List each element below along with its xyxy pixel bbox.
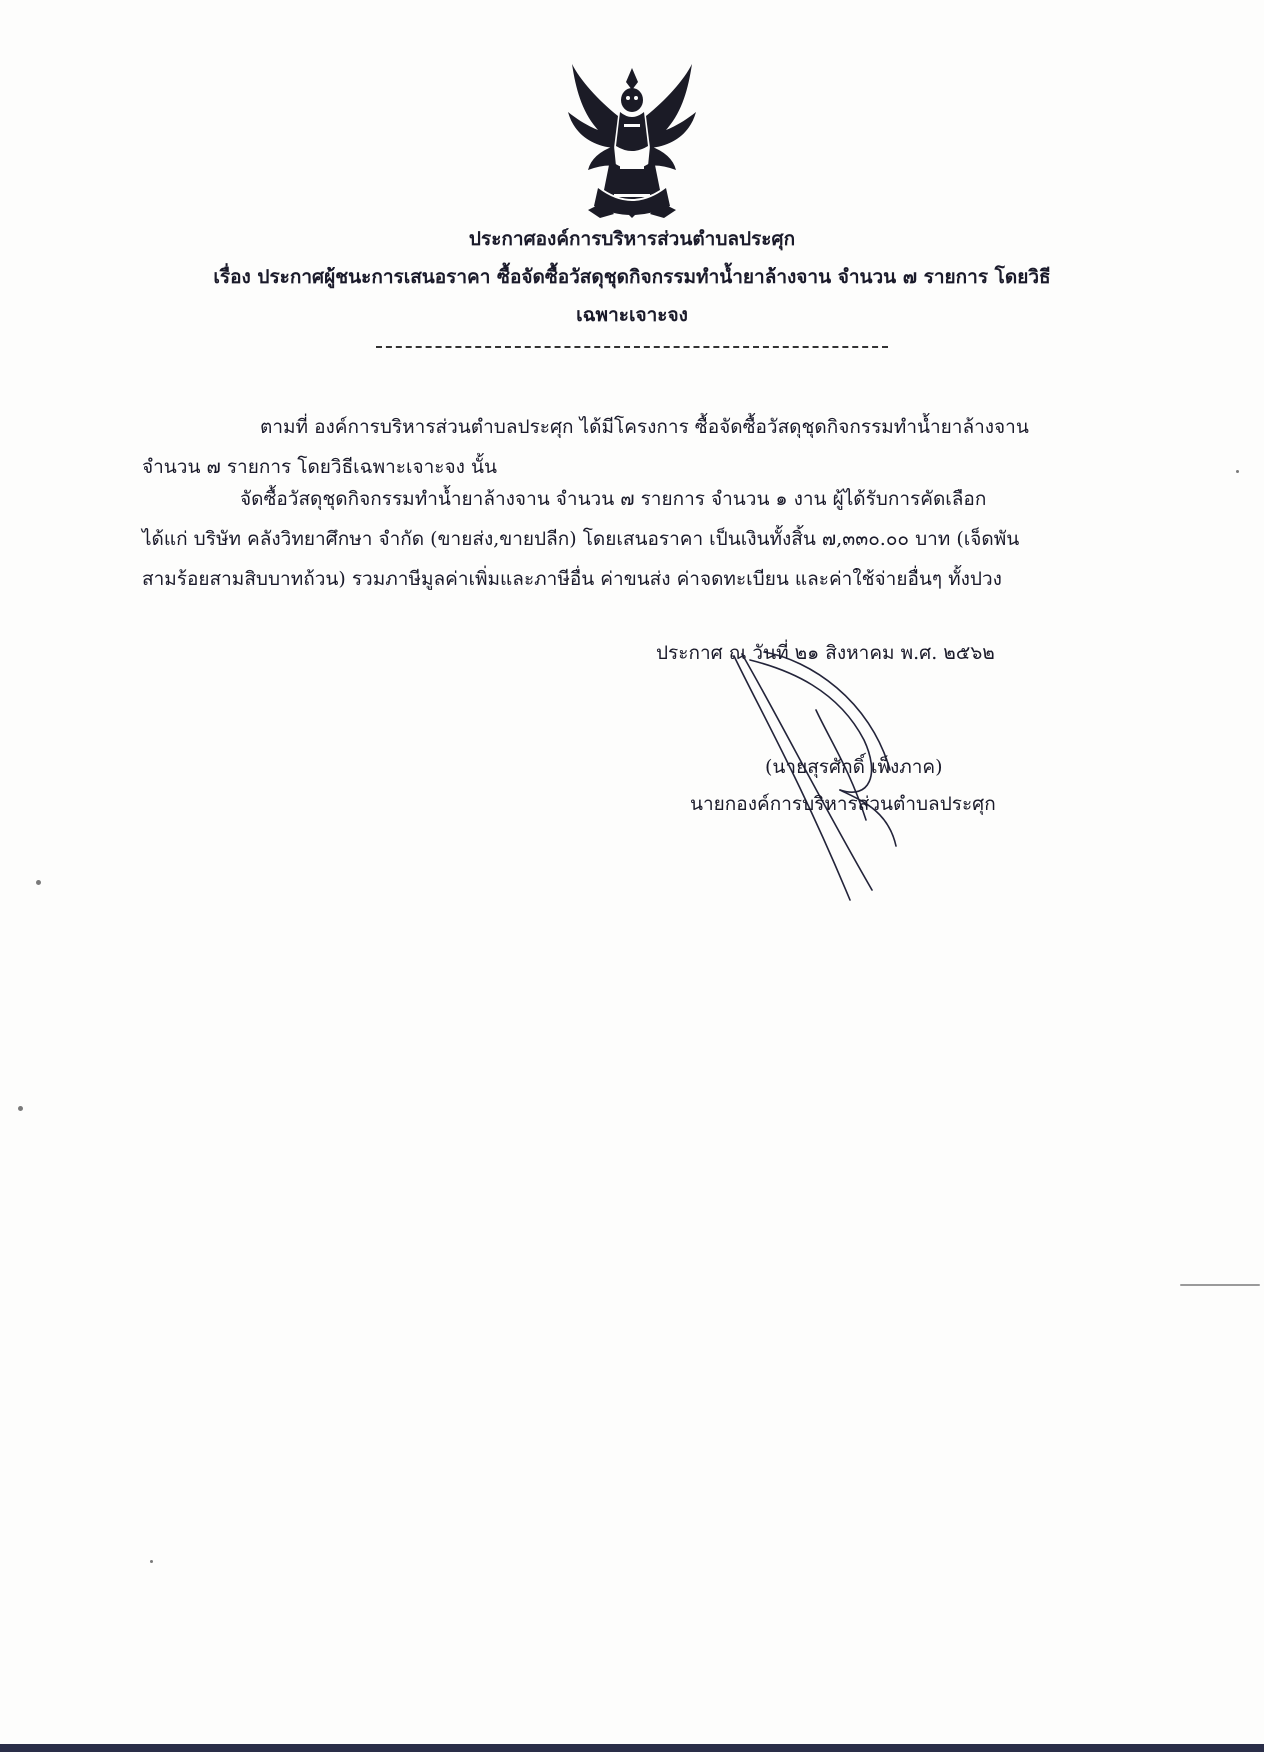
scan-speck <box>1236 470 1239 473</box>
body-paragraph-1-line-2: จำนวน ๗ รายการ โดยวิธีเฉพาะเจาะจง นั้น <box>142 456 497 478</box>
garuda-emblem-icon <box>558 60 706 220</box>
dashed-divider <box>376 346 888 348</box>
body-paragraph-2-line-3: สามร้อยสามสิบบาทถ้วน) รวมภาษีมูลค่าเพิ่มและภาษีอื่น ค่าขนส่ง ค่าจดทะเบียน และค่าใช้จ่ายอื่นๆ ทั้งปวง <box>142 568 1002 590</box>
body-paragraph-2-line-2: ได้แก่ บริษัท คลังวิทยาศึกษา จำกัด (ขายส่ง,ขายปลีก) โดยเสนอราคา เป็นเงินทั้งสิ้น ๗,๓๓๐.๐๐ บาท (เจ็ดพัน <box>142 528 1020 550</box>
announcement-date: ประกาศ ณ วันที่ ๒๑ สิงหาคม พ.ศ. ๒๕๖๒ <box>656 642 995 664</box>
announcement-header <box>0 220 1264 334</box>
scan-speck <box>1180 1284 1260 1286</box>
scan-speck <box>150 1560 153 1563</box>
scan-bottom-edge <box>0 1744 1264 1752</box>
scan-speck <box>36 880 41 885</box>
header-subject: เรื่อง ประกาศผู้ชนะการเสนอราคา ซื้อจัดซื้อวัสดุชุดกิจกรรมทำน้ำยาล้างจาน จำนวน ๗ รายการ โดยวิธี <box>213 266 1051 288</box>
scan-speck <box>18 1106 23 1111</box>
header-organization: ประกาศองค์การบริหารส่วนตำบลประศุก <box>468 228 796 250</box>
body-paragraph-1-line-1: ตามที่ องค์การบริหารส่วนตำบลประศุก ได้มีโครงการ ซื้อจัดซื้อวัสดุชุดกิจกรรมทำน้ำยาล้างจาน <box>260 416 1029 438</box>
header-subject-cont: เฉพาะเจาะจง <box>576 304 688 326</box>
signatory-name: (นายสุรศักดิ์ เพ็งภาค) <box>765 756 943 778</box>
body-paragraph-2-line-1: จัดซื้อวัสดุชุดกิจกรรมทำน้ำยาล้างจาน จำนวน ๗ รายการ จำนวน ๑ งาน ผู้ได้รับการคัดเลือก <box>240 488 987 510</box>
signatory-title: นายกองค์การบริหารส่วนตำบลประศุก <box>690 793 996 815</box>
